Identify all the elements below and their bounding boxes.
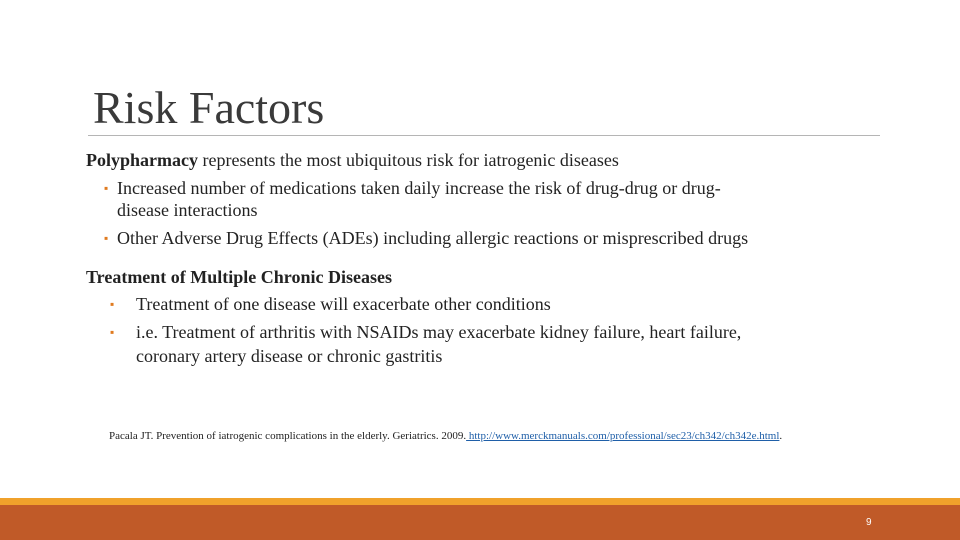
section-heading: Polypharmacy [86, 150, 198, 170]
slide-title: Risk Factors [93, 82, 325, 133]
bullet-marker: ▪ [104, 181, 109, 195]
footer-bar [0, 505, 960, 540]
bullet-marker: ▪ [110, 325, 115, 339]
bullet-item-text: Increased number of medications taken daily increase the risk of drug-drug or drug- [117, 178, 721, 198]
bullet-item-text: i.e. Treatment of arthritis with NSAIDs may exacerbate kidney failure, heart failure, [136, 322, 742, 342]
page-number: 9 [866, 517, 872, 528]
citation-link[interactable]: http://www.merckmanuals.com/professional/sec23/ch342/ch342e.html [466, 430, 780, 442]
section-heading-rest: represents the most ubiquitous risk for iatrogenic diseases [198, 150, 619, 170]
citation-suffix: . [779, 430, 783, 442]
bullet-item-text: Treatment of one disease will exacerbate other conditions [136, 294, 551, 314]
bullet-item-text: Other Adverse Drug Effects (ADEs) including allergic reactions or misprescribed drugs [117, 228, 749, 248]
citation [109, 428, 782, 444]
bullet-marker: ▪ [104, 231, 109, 245]
section-heading-chronic-diseases: Treatment of Multiple Chronic Diseases [86, 267, 392, 287]
bullet-marker: ▪ [110, 297, 115, 311]
section-polypharmacy [86, 149, 619, 171]
bullet-item-text-continued: coronary artery disease or chronic gastritis [136, 346, 443, 366]
bullet-item-text-continued: disease interactions [117, 200, 258, 220]
citation-text: Pacala JT. Prevention of iatrogenic complications in the elderly. Geriatrics. 2009. [109, 430, 467, 442]
title-divider [88, 135, 880, 136]
footer-accent-bar [0, 498, 960, 505]
